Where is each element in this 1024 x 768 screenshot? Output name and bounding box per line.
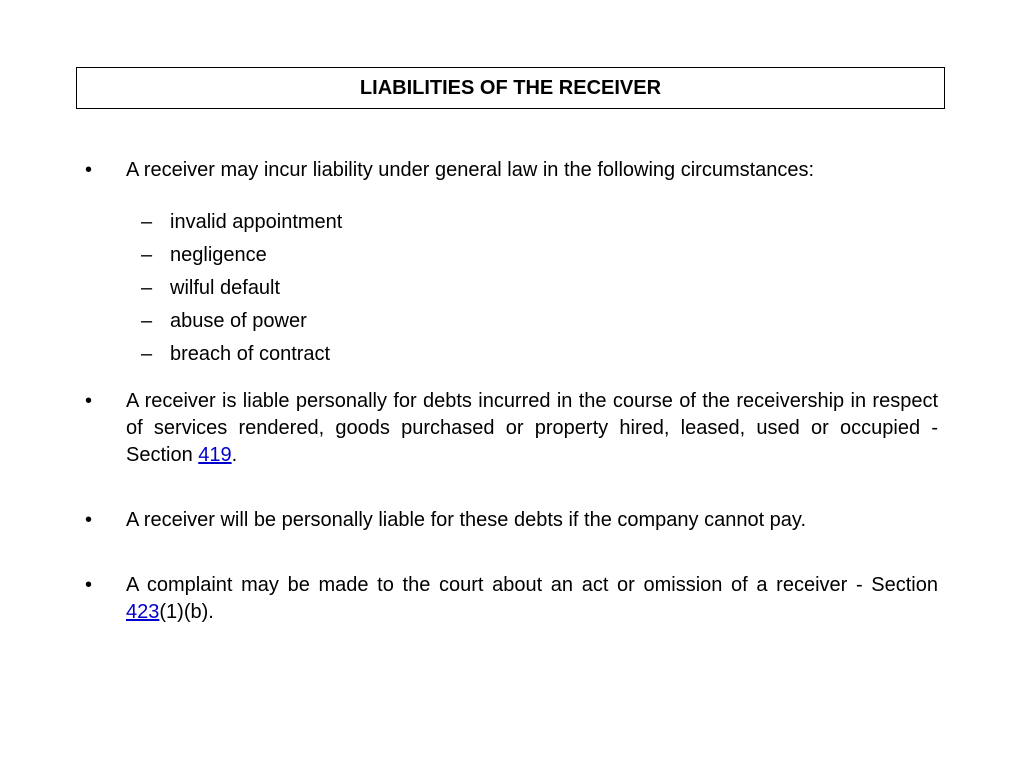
bullet-text: A receiver is liable personally for debts incurred in the course of the receivership in respect of services rendered, goods purchased or property hired, leased, used or occupied - Section [126, 390, 938, 466]
list-item-text: negligence [170, 244, 267, 266]
list-item [85, 308, 938, 341]
bullet-text: A complaint may be made to the court about an act or omission of a receiver - Section [126, 574, 938, 596]
section-423-link[interactable]: 423 [126, 601, 160, 623]
bullet-icon: • [85, 390, 93, 412]
bullet-icon: • [85, 159, 93, 181]
dash-icon: – [141, 244, 153, 266]
slide-title: LIABILITIES OF THE RECEIVER [359, 76, 662, 99]
title-box [76, 67, 945, 109]
list-item [85, 341, 938, 374]
list-item-text: breach of contract [170, 343, 331, 365]
bullet-item-4 [85, 572, 938, 626]
spacer [85, 374, 938, 388]
spacer [85, 534, 938, 572]
bullet-text-end: . [231, 444, 238, 466]
bullet-item-2 [85, 388, 938, 469]
bullet-item-1 [85, 157, 938, 184]
list-item [85, 209, 938, 242]
dash-icon: – [141, 277, 153, 299]
section-419-link[interactable]: 419 [198, 444, 232, 466]
list-item-text: invalid appointment [170, 211, 343, 233]
list-item-text: wilful default [170, 277, 281, 299]
dash-icon: – [141, 310, 153, 332]
bullet-text: A receiver will be personally liable for these debts if the company cannot pay. [126, 509, 806, 531]
bullet-text: A receiver may incur liability under general law in the following circumstances: [126, 159, 815, 181]
list-item-text: abuse of power [170, 310, 307, 332]
spacer [85, 469, 938, 507]
slide-content [85, 157, 938, 626]
bullet-icon: • [85, 574, 93, 596]
dash-icon: – [141, 343, 153, 365]
bullet-icon: • [85, 509, 93, 531]
dash-icon: – [141, 211, 153, 233]
circumstances-list [85, 209, 938, 374]
list-item [85, 242, 938, 275]
list-item [85, 275, 938, 308]
bullet-text-end: (1)(b). [159, 601, 214, 623]
bullet-item-3 [85, 507, 938, 534]
